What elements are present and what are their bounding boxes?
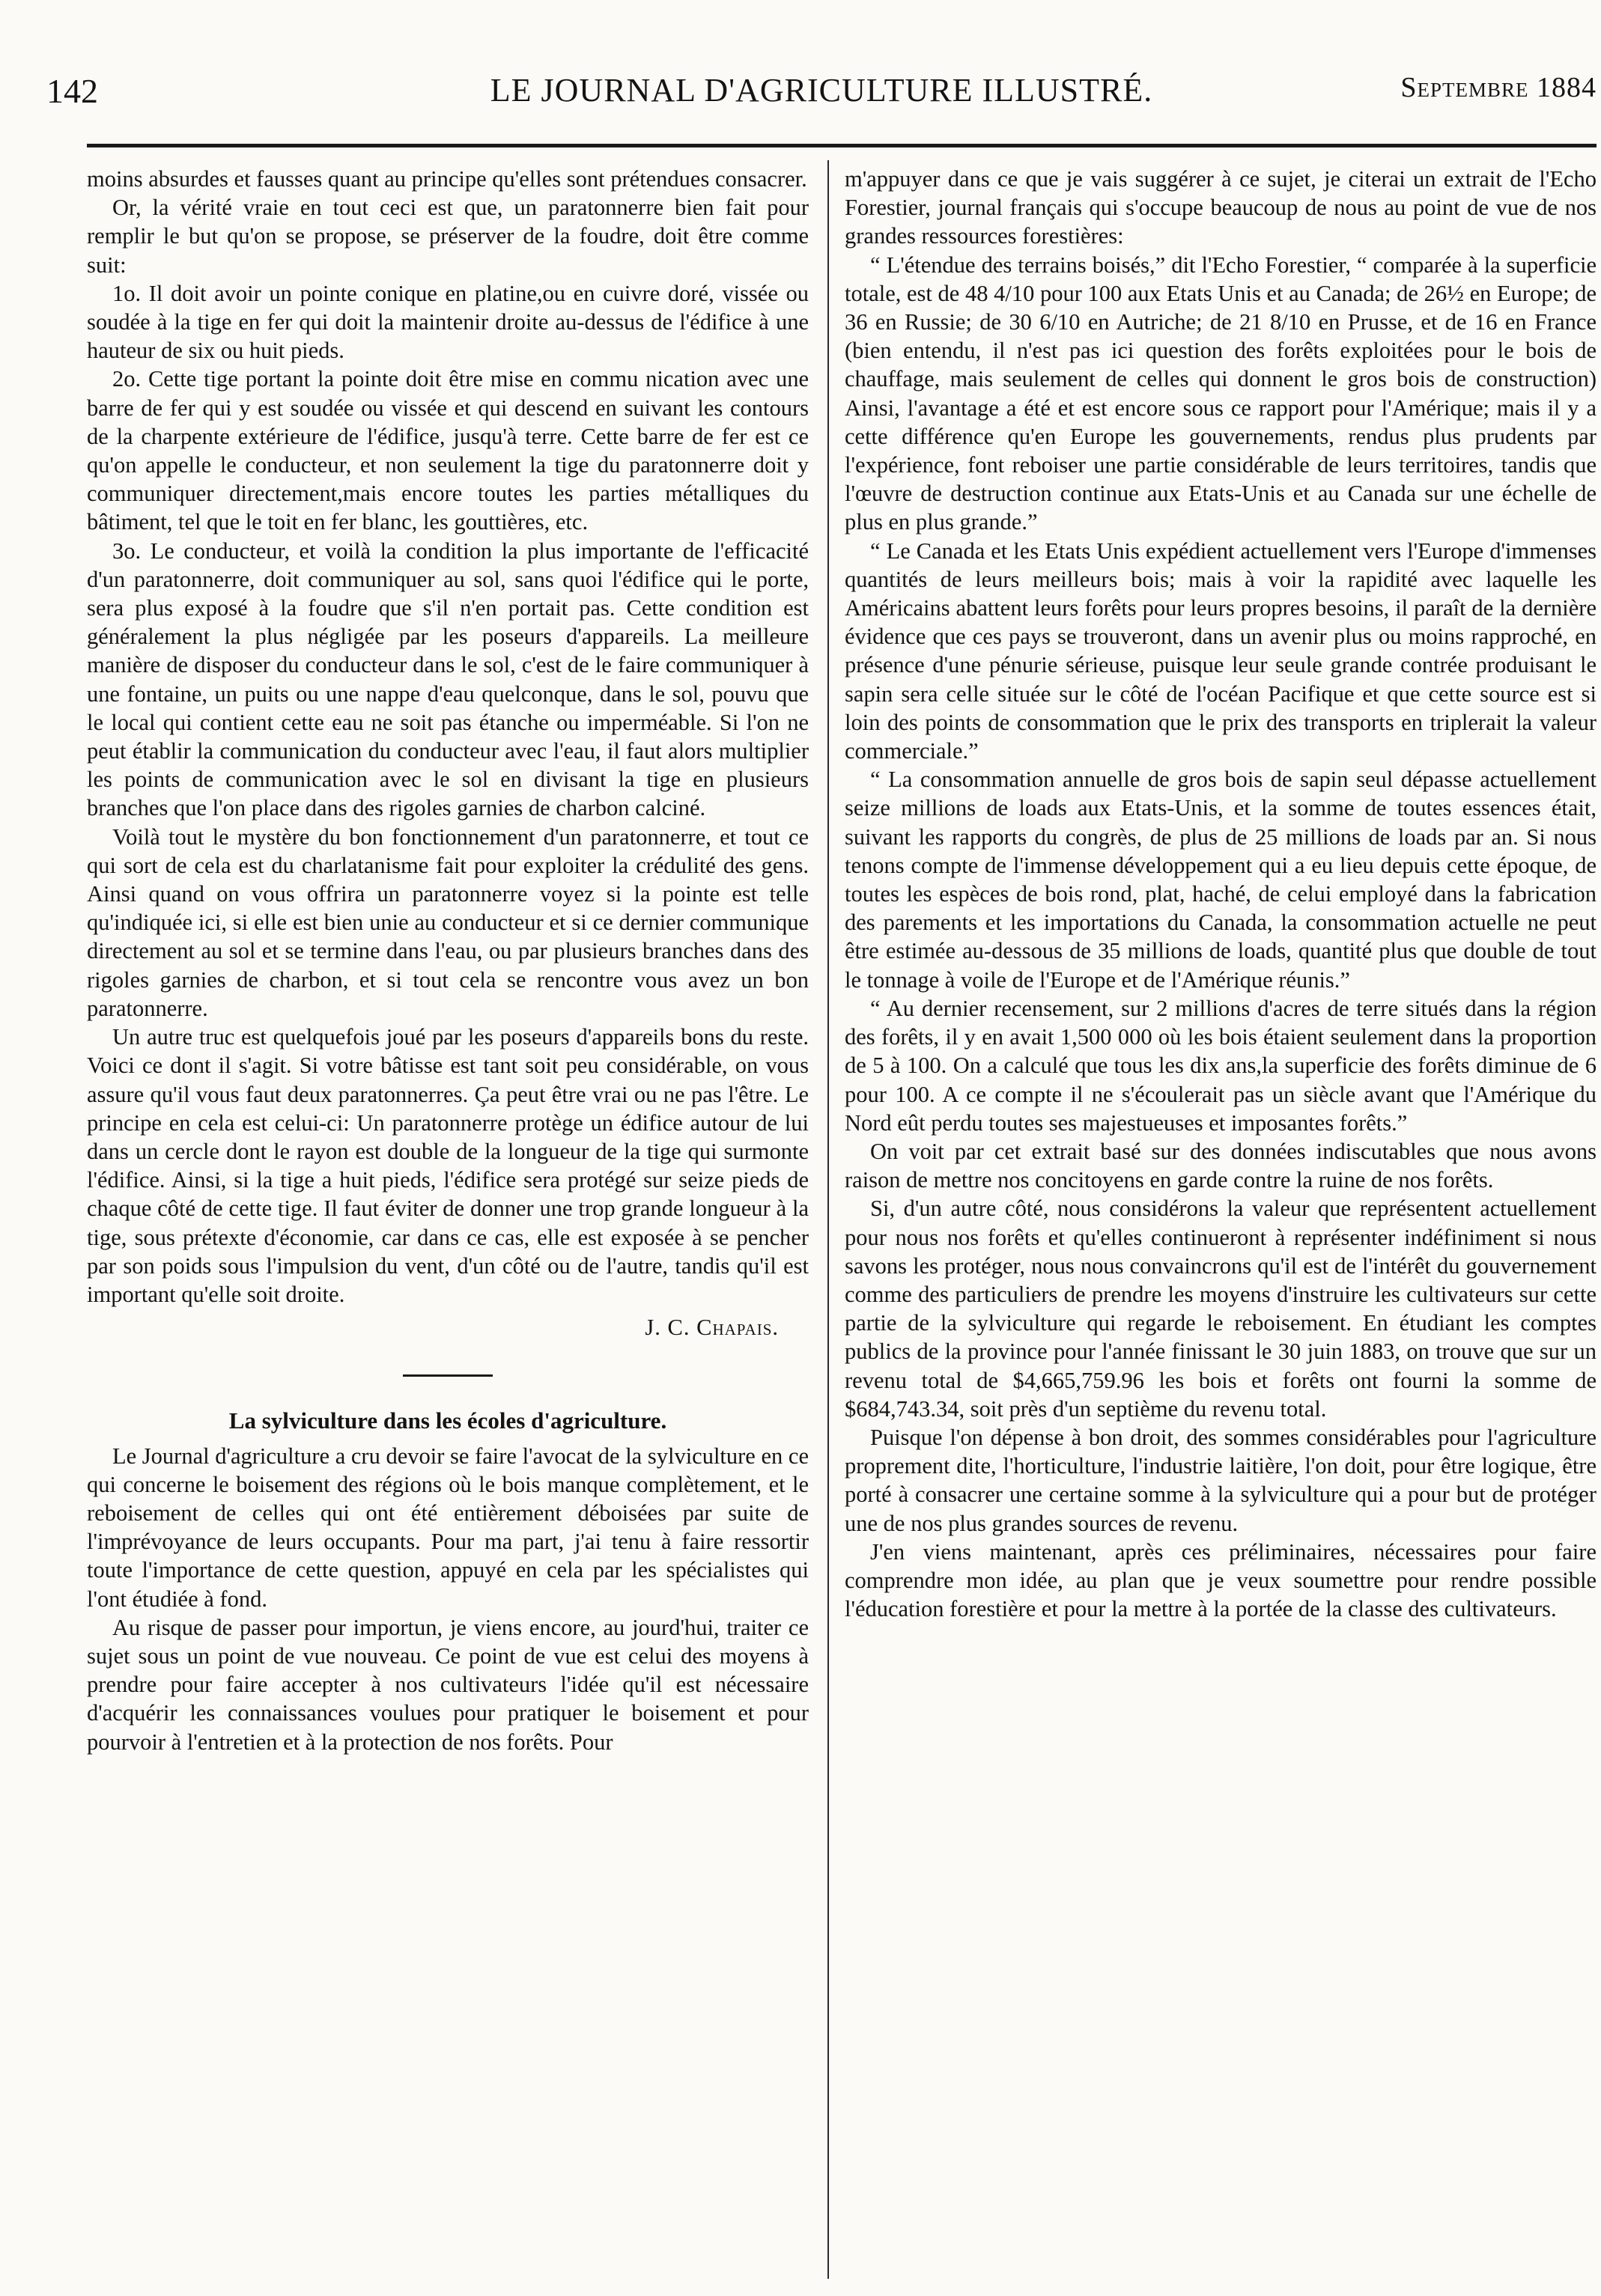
article-paragraph: 1o. Il doit avoir un pointe conique en platine,ou en cuivre doré, vissée ou soudée à la tige en fer qui doit la maintenir droite au-dessus de l'édifice à une hauteur de six ou huit pieds. [87, 280, 809, 364]
issue-date: Septembre 1884 [1400, 72, 1597, 103]
article-paragraph: Un autre truc est quelquefois joué par les poseurs d'appareils bons du reste. Voici ce dont il s'agit. Si votre bâtisse est tant soit peu considérable, on vous assure qu'il vous faut deux paratonnerres. Ça peut être vrai ou ne pas l'être. Le principe en cela est celui-ci: Un paratonnerre protège un édifice autour de lui dans un cercle dont le rayon est double de la longueur de la tige qui surmonte l'édifice. Ainsi, si la tige a huit pieds, l'édifice sera protégé sur seize pieds de chaque côté de cette tige. Il faut éviter de donner une trop grande longueur à la tige, sous prétexte d'économie, car dans ce cas, elle est exposée à se pencher par son poids sous l'impulsion du vent, d'un côté ou de l'autre, tandis qu'il est important qu'elle soit droite. [87, 1024, 809, 1307]
quote-paragraph: “ Le Canada et les Etats Unis expédient actuellement vers l'Europe d'immenses quantités de leurs meilleurs bois; mais à voir la rapidité avec laquelle les Américains abattent leurs forêts pour leurs propres besoins, il paraît de la dernière évidence que ces pays se trouveront, dans un avenir plus ou moins rapproché, en présence d'une pénurie sérieuse, puisque leur seule grande contrée produisant le sapin sera celle située sur le côté de l'océan Pacifique et que cette source est si loin des points de consommation que le prix des transports en triplerait la valeur commerciale.” [845, 538, 1597, 764]
journal-title: LE JOURNAL D'AGRICULTURE ILLUSTRÉ. [490, 72, 1153, 109]
left-column [87, 165, 809, 1756]
article-paragraph: Le Journal d'agriculture a cru devoir se faire l'avocat de la sylviculture en ce qui concerne le boisement des régions où le bois manque complètement, et le reboisement de celles qui ont été entièrement déboisées par suite de l'imprévoyance de leurs occupants. Pour ma part, j'ai tenu à faire ressortir toute l'importance de cette question, appuyé en cela par les spécialistes qui l'ont étudiée à fond. [87, 1443, 809, 1612]
right-column [845, 165, 1597, 1623]
article-paragraph: 2o. Cette tige portant la pointe doit être mise en commu nication avec une barre de fer qui y est soudée ou vissée et qui descend en suivant les contours de la charpente extérieure de l'édifice, jusqu'à terre. Cette barre de fer est ce qu'on appelle le conducteur, et non seulement la tige du paratonnerre doit y communiquer directement,mais encore toutes les parties métalliques du bâtiment, tel que le toit en fer blanc, les gouttières, etc. [87, 366, 809, 535]
page-header [46, 71, 1597, 116]
article-paragraph: On voit par cet extrait basé sur des données indiscutables que nous avons raison de mettre nos concitoyens en garde contre la ruine de nos forêts. [845, 1138, 1597, 1193]
article-paragraph: Or, la vérité vraie en tout ceci est que, un paratonnerre bien fait pour remplir le but qu'on se propose, se préserver de la foudre, doit être comme suit: [87, 195, 809, 278]
article-paragraph: m'appuyer dans ce que je vais suggérer à ce sujet, je citerai un extrait de l'Echo Forestier, journal français qui s'occupe beaucoup de nous au point de vue de nos grandes ressources forestières: [845, 166, 1597, 249]
article-paragraph: Au risque de passer pour importun, je viens encore, au jourd'hui, traiter ce sujet sous un point de vue nouveau. Ce point de vue est celui des moyens à prendre pour faire accepter à nos cultivateurs l'idée qu'il est nécessaire d'acquérir les connaissances voulues pour pratiquer le boisement et pour pourvoir à l'entretien et à la protection de nos forêts. Pour [87, 1614, 809, 1755]
quote-paragraph: “ La consommation annuelle de gros bois de sapin seul dépasse actuellement seize millions de loads aux Etats-Unis, et la somme de toutes essences était, suivant les rapports du congrès, de plus de 25 millions de loads par an. Si nous tenons compte de l'immense développement qui a eu lieu depuis cette époque, de toutes les espèces de bois rond, plat, haché, de celui employé dans la fabrication des parements et les importations du Canada, la consommation actuelle ne peut être estimée au-dessous de 35 millions de loads, quantité plus que double de tout le tonnage à voile de l'Europe et de l'Amérique réunis.” [845, 767, 1597, 993]
quote-paragraph: “ L'étendue des terrains boisés,” dit l'Echo Forestier, “ comparée à la superficie totale, est de 48 4/10 pour 100 aux Etats Unis et au Canada; de 26½ en Europe; de 36 en Russie; de 30 6/10 en Autriche; de 21 8/10 en Prusse, et de 16 en France (bien entendu, il n'est pas ici question des forêts exploitées pour le bois de chauffage, mais seulement de celles qui donnent le gros bois de construction) Ainsi, l'avantage a été et est encore sous ce rapport pour l'Amérique; mais il y a cette différence qu'en Europe les gouvernements, rendus plus prudents par l'expérience, font reboiser une partie considérable de leurs territoires, tandis que l'œuvre de destruction continue aux Etats-Unis et au Canada sur une échelle de plus en plus grande.” [845, 252, 1597, 535]
page-number: 142 [46, 72, 98, 110]
article-paragraph: Si, d'un autre côté, nous considérons la valeur que représentent actuellement pour nous nos forêts et qu'elles continueront à représenter indéfiniment si nous savons les protéger, nous nous convaincrons qu'il est de l'intérêt du gouvernement comme des particuliers de prendre les moyens d'instruire les cultivateurs sur cette partie de la sylviculture qui regarde le reboisement. En étudiant les comptes publics de la province pour l'année finissant le 30 juin 1883, on trouve que sur un revenu total de $4,665,759.96 les bois et forêts ont fourni la somme de $684,743.34, soit près d'un septième du revenu total. [845, 1196, 1597, 1422]
article-paragraph: moins absurdes et fausses quant au principe qu'elles sont prétendues consacrer. [87, 166, 807, 192]
author-signature: J. C. Chapais. [645, 1315, 779, 1341]
section-heading: La sylviculture dans les écoles d'agriculture. [228, 1407, 667, 1434]
article-paragraph: J'en viens maintenant, après ces préliminaires, nécessaires pour faire comprendre mon idée, au plan que je veux soumettre pour rendre possible l'éducation forestière et pour la mettre à la portée de la classe des cultivateurs. [845, 1538, 1597, 1622]
article-paragraph: Voilà tout le mystère du bon fonctionnement d'un paratonnerre, et tout ce qui sort de cela est du charlatanisme fait pour exploiter la crédulité des gens. Ainsi quand on vous offrira un paratonnerre voyez si la pointe est telle qu'indiquée ici, si elle est bien unie au conducteur et si ce dernier communique directement au sol et se termine dans l'eau, ou par plusieurs branches dans des rigoles garnies de charbon, et si tout cela se rencontre vous avez un bon paratonnerre. [87, 823, 809, 1021]
section-separator [403, 1374, 493, 1377]
quote-paragraph: “ Au dernier recensement, sur 2 millions d'acres de terre situés dans la région des forêts, il y en avait 1,500 000 où les bois étaient seulement dans la proportion de 5 à 100. On a calculé que tous les dix ans,la superficie des forêts diminue de 6 pour 100. A ce compte il ne s'écoulerait pas un siècle avant que l'Amérique du Nord eût perdu toutes ses majestueuses et imposantes forêts.” [845, 995, 1597, 1136]
header-rule [87, 144, 1597, 147]
article-paragraph: 3o. Le conducteur, et voilà la condition la plus importante de l'efficacité d'un paratonnerre, doit communiquer au sol, sans quoi l'édifice qui le porte, sera plus exposé à la foudre que s'il n'en portait pas. Cette condition est généralement la plus négligée par les poseurs d'appareils. La meilleure manière de disposer du conducteur dans le sol, c'est de le faire communiquer à une fontaine, un puits ou une nappe d'eau quelconque, dans le sol, pouvu que le local qui contient cette eau ne soit pas étanche ou imperméable. Si l'on ne peut établir la communication du conducteur avec l'eau, il faut alors multiplier les points de communication avec le sol en divisant la tige en plusieurs branches que l'on place dans des rigoles garnies de charbon calciné. [87, 538, 809, 821]
article-paragraph: Puisque l'on dépense à bon droit, des sommes considérables pour l'agriculture proprement dite, l'horticulture, l'industrie laitière, l'on doit, pour être logique, être porté à consacrer une certaine somme à la sylviculture qui a pour but de protéger une de nos plus grandes sources de revenu. [845, 1424, 1597, 1536]
column-divider [827, 160, 829, 2279]
